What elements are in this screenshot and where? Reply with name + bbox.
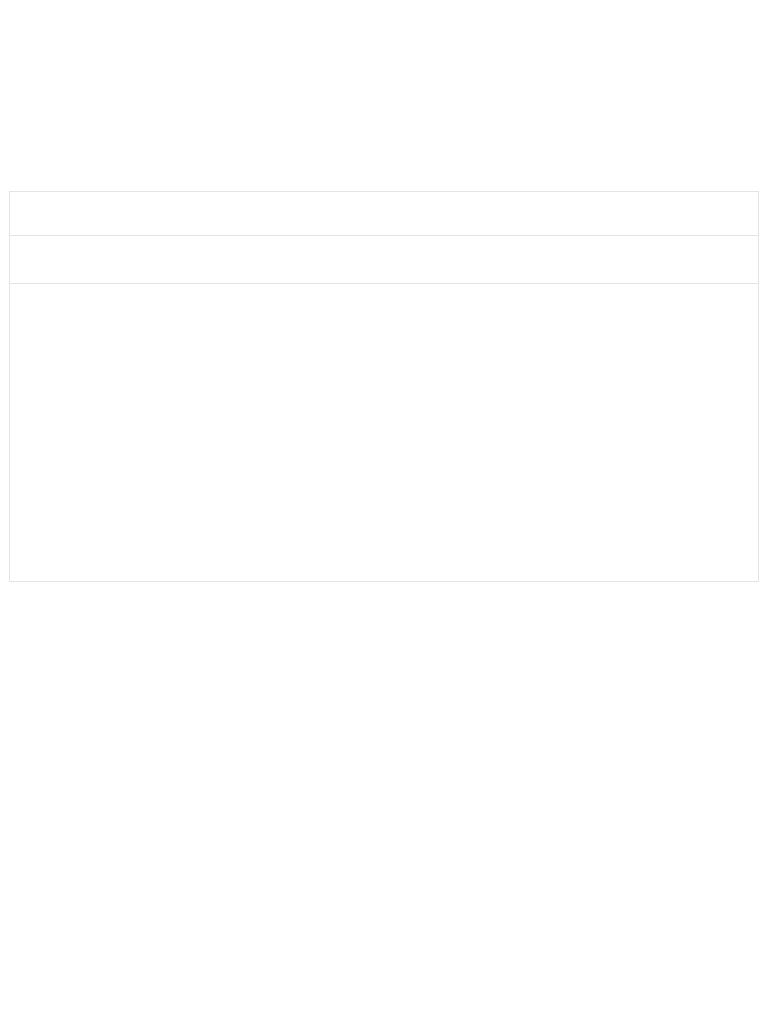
example-box: [9, 235, 759, 284]
notes-title-box: [9, 191, 759, 236]
notes-body-box: [9, 283, 759, 582]
